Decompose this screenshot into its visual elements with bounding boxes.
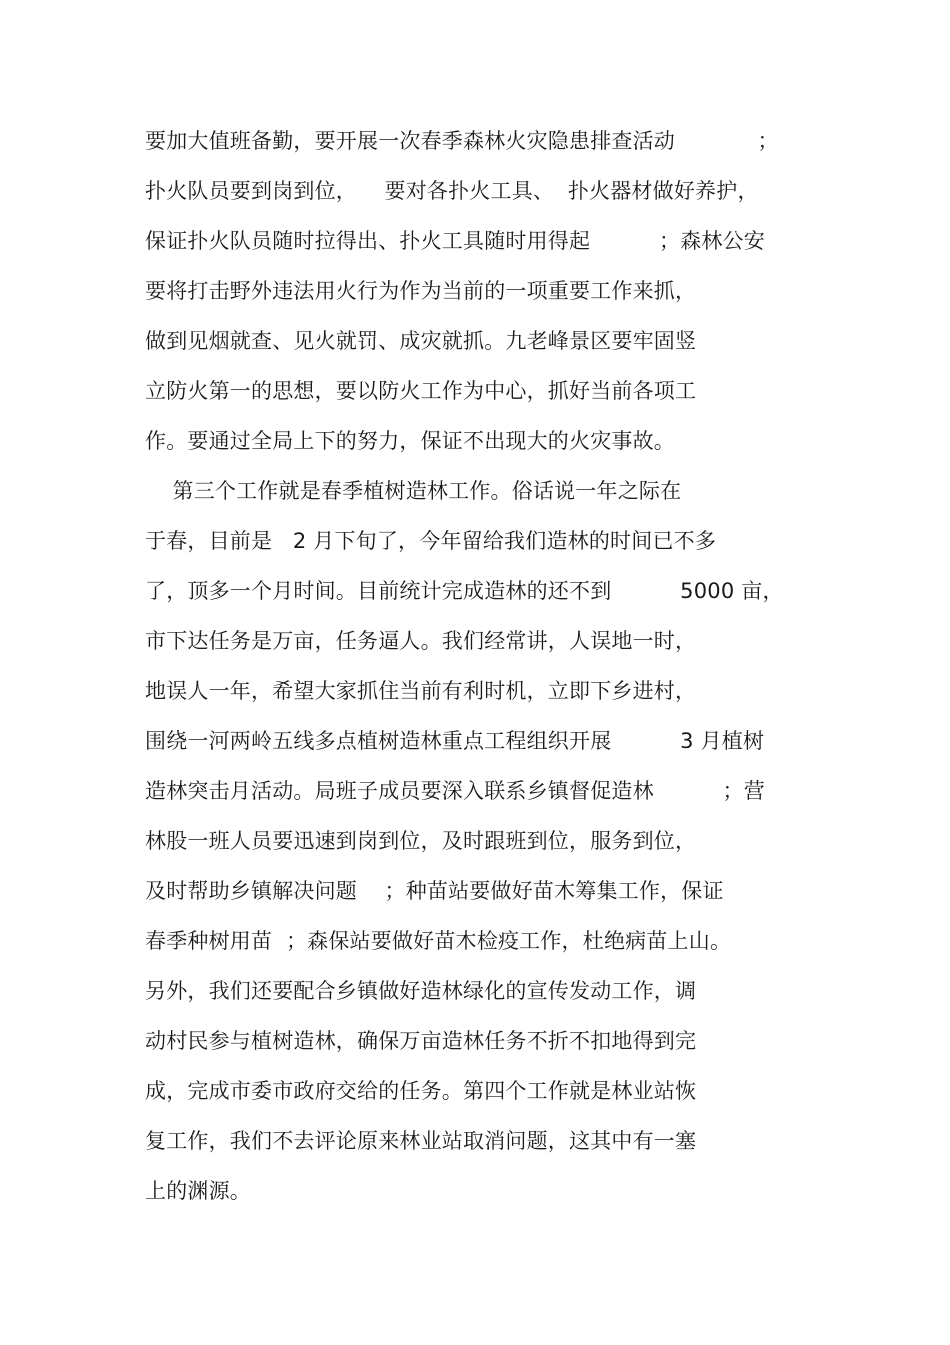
text-line: 成，完成市委市政府交给的任务。第四个工作就是林业站恢 — [145, 1079, 697, 1103]
text-line: 林股一班人员要迅速到岗到位，及时跟班到位，服务到位， — [145, 829, 697, 853]
text-line: 了，顶多一个月时间。目前统计完成造林的还不到 5000 亩， — [145, 579, 784, 603]
text-line: 及时帮助乡镇解决问题 ；种苗站要做好苗木筹集工作，保证 — [145, 879, 724, 903]
text-line: 要加大值班备勤，要开展一次春季森林火灾隐患排查活动 ； — [145, 129, 779, 153]
text-line: 立防火第一的思想，要以防火工作为中心，抓好当前各项工 — [145, 379, 697, 403]
text-line: 扑火队员要到岗到位， 要对各扑火工具、 扑火器材做好养护， — [145, 179, 759, 203]
text-line: 市下达任务是万亩，任务逼人。我们经常讲，人误地一时， — [145, 629, 697, 653]
text-line: 造林突击月活动。局班子成员要深入联系乡镇督促造林 ；营 — [145, 779, 765, 803]
text-line: 复工作，我们不去评论原来林业站取消问题，这其中有一塞 — [145, 1129, 697, 1153]
text-line: 第三个工作就是春季植树造林工作。俗话说一年之际在 — [145, 479, 682, 503]
text-line: 作。要通过全局上下的努力，保证不出现大的火灾事故。 — [145, 429, 675, 453]
text-line: 地误人一年，希望大家抓住当前有利时机，立即下乡进村， — [145, 679, 697, 703]
text-line: 上的渊源。 — [145, 1179, 251, 1203]
text-line: 于春，目前是 2 月下旬了，今年留给我们造林的时间已不多 — [145, 529, 717, 553]
text-line: 围绕一河两岭五线多点植树造林重点工程组织开展 3 月植树 — [145, 729, 765, 753]
text-line: 要将打击野外违法用火行为作为当前的一项重要工作来抓， — [145, 279, 697, 303]
text-line: 另外，我们还要配合乡镇做好造林绿化的宣传发动工作，调 — [145, 979, 697, 1003]
text-line: 动村民参与植树造林，确保万亩造林任务不折不扣地得到完 — [145, 1029, 697, 1053]
text-line: 做到见烟就查、见火就罚、成灾就抓。九老峰景区要牢固竖 — [145, 329, 697, 353]
text-line: 春季种树用苗 ；森保站要做好苗木检疫工作，杜绝病苗上山。 — [145, 929, 732, 953]
text-line: 保证扑火队员随时拉得出、扑火工具随时用得起 ；森林公安 — [145, 229, 765, 253]
